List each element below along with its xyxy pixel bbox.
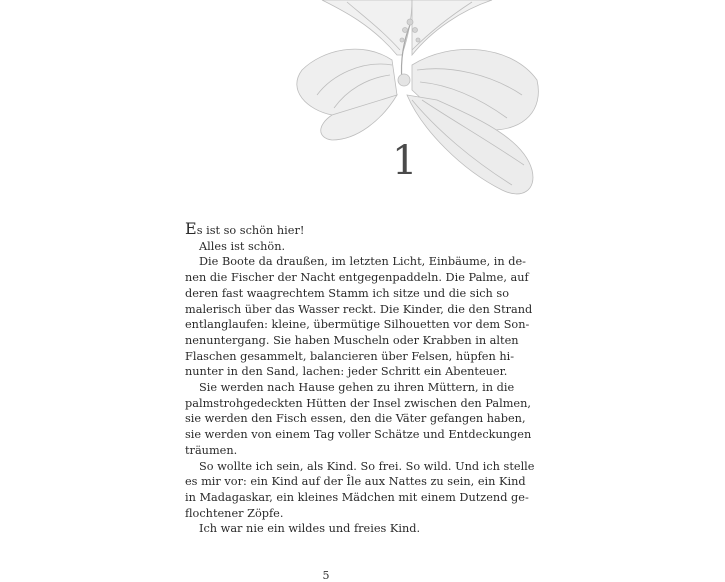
opening-line xyxy=(185,221,468,239)
text-line: sie werden von einem Tag voller Schätze und Entdeckungen xyxy=(185,428,532,442)
text-line: nenuntergang. Sie haben Muscheln oder Krabben in alten xyxy=(185,333,519,347)
paragraph xyxy=(185,239,468,255)
text-line: So wollte ich sein, als Kind. So frei. So wild. Und ich stelle xyxy=(199,459,535,473)
text-line: deren fast waagrechtem Stamm ich sitze und die sich so xyxy=(185,286,510,300)
paragraphs xyxy=(185,239,535,537)
text-line: malerisch über das Wasser reckt. Die Kinder, die den Strand xyxy=(185,302,533,316)
text-line: es mir vor: ein Kind auf der Île aux Nattes zu sein, ein Kind xyxy=(185,475,526,489)
chapter-number: 1 xyxy=(392,138,418,184)
text-line: sie werden den Fisch essen, den die Väter gefangen haben, xyxy=(185,412,526,426)
paragraph xyxy=(185,459,535,522)
text-line: palmstrohgedeckten Hütten der Insel zwischen den Palmen, xyxy=(185,396,531,410)
text-line: nunter in den Sand, lachen: jeder Schritt ein Abenteuer. xyxy=(185,365,508,379)
text-line: Die Boote da draußen, im letzten Licht, Einbäume, in de- xyxy=(199,255,526,269)
text-line: Ich war nie ein wildes und freies Kind. xyxy=(199,522,421,536)
text-line: Alles ist schön. xyxy=(199,239,286,253)
text-line: Sie werden nach Hause gehen zu ihren Müttern, in die xyxy=(199,381,515,395)
paragraph xyxy=(185,380,532,459)
text-line: Flaschen gesammelt, balancieren über Felsen, hüpfen hi- xyxy=(185,349,515,363)
paragraph xyxy=(185,254,533,380)
paragraph xyxy=(185,521,468,537)
text-line: träumen. xyxy=(185,443,238,457)
text-line: flochtener Zöpfe. xyxy=(185,506,284,520)
chapter-text xyxy=(185,219,535,537)
opening-line-text: s ist so schön hier! xyxy=(196,224,305,237)
initial-letter: E xyxy=(185,219,197,238)
text-line: nen die Fischer der Nacht entgegenpaddeln. Die Palme, auf xyxy=(185,271,529,285)
page-number: 5 xyxy=(322,569,330,582)
text-line: in Madagaskar, ein kleines Mädchen mit einem Dutzend ge- xyxy=(185,490,529,504)
text-line: entlanglaufen: kleine, übermütige Silhouetten vor dem Son- xyxy=(185,318,530,332)
